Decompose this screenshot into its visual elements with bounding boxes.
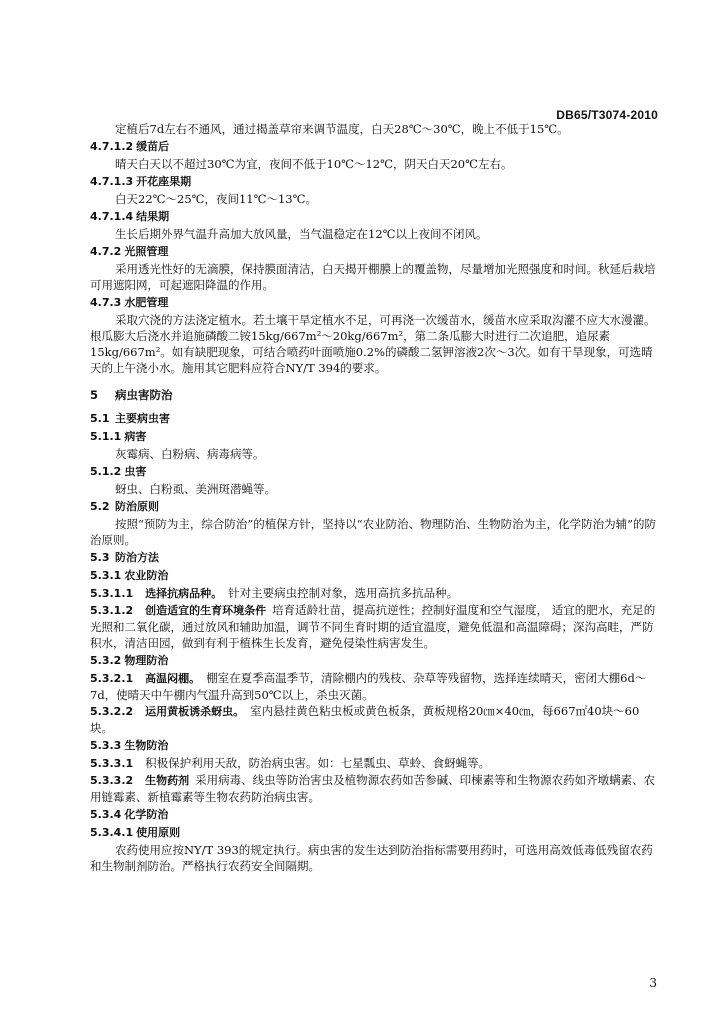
heading-title: 化学防治 (124, 808, 169, 821)
heading-number: 5.3.4.1 (90, 826, 134, 839)
numbered-clause (90, 602, 662, 651)
document-body (90, 121, 662, 874)
clause-number: 5.3.2.2 (90, 705, 134, 718)
numbered-clause (90, 755, 662, 772)
section-heading (90, 139, 662, 155)
clause-text: 室内悬挂黄色粘虫板或黄色板条，黄板规格20㎝×40㎝，每667㎡40块～60块。 (90, 704, 640, 735)
section-heading (90, 464, 662, 480)
heading-number: 5.3.4 (90, 808, 122, 821)
heading-number: 5.1 (90, 412, 110, 425)
heading-title: 开花座果期 (136, 175, 192, 188)
section-heading (90, 499, 662, 515)
heading-number: 5.3.2 (90, 654, 122, 667)
clause-number: 5.3.3.2 (90, 774, 134, 787)
section-heading (90, 174, 662, 190)
clause-title: 选择抗病品种。 (145, 587, 223, 600)
heading-number: 4.7.1.2 (90, 140, 134, 153)
section-heading (90, 825, 662, 841)
section-heading (90, 244, 662, 260)
heading-title: 缓苗后 (136, 140, 170, 153)
heading-number: 5.2 (90, 500, 110, 513)
heading-number: 5.3.3 (90, 739, 122, 752)
paragraph: 灰霉病、白粉病、病毒病等。 (115, 447, 265, 461)
heading-title: 主要病虫害 (115, 412, 170, 425)
numbered-clause (90, 670, 662, 703)
section-heading (90, 807, 662, 823)
clause-text: 培育适龄壮苗，提高抗逆性；控制好温度和空气湿度， 适宜的肥水，充足的光照和二氧化碳，通过放风和辅助加温，调节不同生育时期的适宜温度，避免低温和高温障碍；深沟高畦，严防积水，清洁田园，做到有利于植株生长发育，避免侵染性病害发生。 (90, 603, 656, 650)
clause-text: 棚室在夏季高温季节，清除棚内的残枝、杂草等残留物，选择连续晴天，密闭大棚6d～7d，使晴天中午棚内气温升高到50℃以上，杀虫灭菌。 (90, 671, 647, 702)
clause-title: 生物药剂 (145, 774, 190, 787)
heading-title: 农业防治 (124, 569, 169, 582)
heading-title: 光照管理 (124, 245, 169, 258)
heading-number: 5.3.1 (90, 569, 122, 582)
section-heading (90, 550, 662, 566)
heading-title: 防治原则 (115, 500, 159, 513)
heading-title: 结果期 (136, 210, 170, 223)
heading-number: 4.7.1.4 (90, 210, 134, 223)
heading-title: 防治方法 (115, 551, 159, 564)
paragraph: 蚜虫、白粉虱、美洲斑潜蝇等。 (115, 482, 276, 496)
heading-number: 5.1.1 (90, 430, 122, 443)
numbered-clause (90, 703, 662, 736)
heading-number: 5.1.2 (90, 465, 122, 478)
paragraph: 定植后7d左右不通风，通过揭盖草帘来调节温度，白天28℃～30℃，晚上不低于15℃。 (115, 122, 569, 136)
heading-title: 病虫害防治 (115, 388, 173, 402)
heading-title: 使用原则 (136, 826, 181, 839)
heading-title: 病害 (124, 430, 147, 443)
clause-title: 运用黄板诱杀蚜虫。 (145, 705, 245, 718)
paragraph: 白天22℃～25℃，夜间11℃～13℃。 (115, 192, 317, 206)
clause-number: 5.3.2.1 (90, 672, 134, 685)
numbered-clause (90, 585, 662, 602)
heading-title: 虫害 (124, 465, 147, 478)
heading-number: 5 (90, 388, 99, 402)
page-number: 3 (649, 976, 657, 990)
clause-text: 采用病毒、线虫等防治害虫及植物源农药如苦参碱、印楝素等和生物源农药如齐墩螨素、农用链霉素、新植霉素等生物农药防治病虫害。 (90, 773, 656, 804)
section-heading (90, 429, 662, 445)
paragraph: 按照“预防为主，综合防治”的植保方针，坚持以“农业防治、物理防治、生物防治为主，化学防治为辅”的防治原则。 (90, 517, 657, 547)
clause-title: 创造适宜的生育环境条件 (145, 604, 267, 617)
heading-number: 5.3 (90, 551, 110, 564)
standard-code: DB65/T3074-2010 (556, 108, 658, 122)
section-heading (90, 209, 662, 225)
section-heading (90, 411, 662, 427)
section-heading (90, 568, 662, 584)
clause-number: 5.3.1.1 (90, 587, 134, 600)
paragraph: 生长后期外界气温升高加大放风量，当气温稳定在12℃以上夜间不闭风。 (115, 227, 488, 241)
clause-number: 5.3.1.2 (90, 604, 134, 617)
section-heading (90, 295, 662, 311)
heading-title: 水肥管理 (124, 296, 169, 309)
paragraph: 农药使用应按NY/T 393的规定执行。病虫害的发生达到防治指标需要用药时，可选用高效低毒低残留农药和生物制剂防治。严格执行农药安全间隔期。 (90, 843, 653, 873)
heading-number: 4.7.2 (90, 245, 122, 258)
paragraph: 晴天白天以不超过30℃为宜，夜间不低于10℃～12℃，阴天白天20℃左右。 (115, 157, 513, 171)
heading-number: 4.7.1.3 (90, 175, 134, 188)
heading-number: 4.7.3 (90, 296, 122, 309)
paragraph: 采用透光性好的无滴膜，保持膜面清洁，白天揭开棚膜上的覆盖物，尽量增加光照强度和时间。秋延后栽培可用遮阳网，可起遮阳降温的作用。 (90, 262, 656, 292)
clause-title: 高温闷棚。 (145, 672, 201, 685)
chapter-heading (90, 387, 662, 403)
heading-title: 生物防治 (124, 739, 169, 752)
heading-title: 物理防治 (124, 654, 169, 667)
section-heading (90, 653, 662, 669)
numbered-clause (90, 772, 662, 805)
paragraph: 采取穴浇的方法浇定植水。若土壤干旱定植水不足，可再浇一次缓苗水，缓苗水应采取沟灌不应大水漫灌。根瓜膨大后浇水并追施磷酸二铵15kg/667m²～20kg/667m²，第二条瓜膨大时进行二次追肥，追尿素15kg/667m²。如有缺肥现象，可结合喷药叶面喷施0.2%的磷酸二氢钾溶液2次～3次。如有干旱现象，可选晴天的上午浇小水。施用其它肥料应符合NY/T 394的要求。 (90, 313, 656, 375)
clause-number: 5.3.3.1 (90, 757, 134, 770)
clause-text: 针对主要病虫控制对象，选用高抗多抗品种。 (228, 586, 459, 600)
clause-text: 积极保护利用天敌，防治病虫害。如：七星瓢虫、草蛉、食蚜蝇等。 (145, 756, 491, 770)
section-heading (90, 738, 662, 754)
